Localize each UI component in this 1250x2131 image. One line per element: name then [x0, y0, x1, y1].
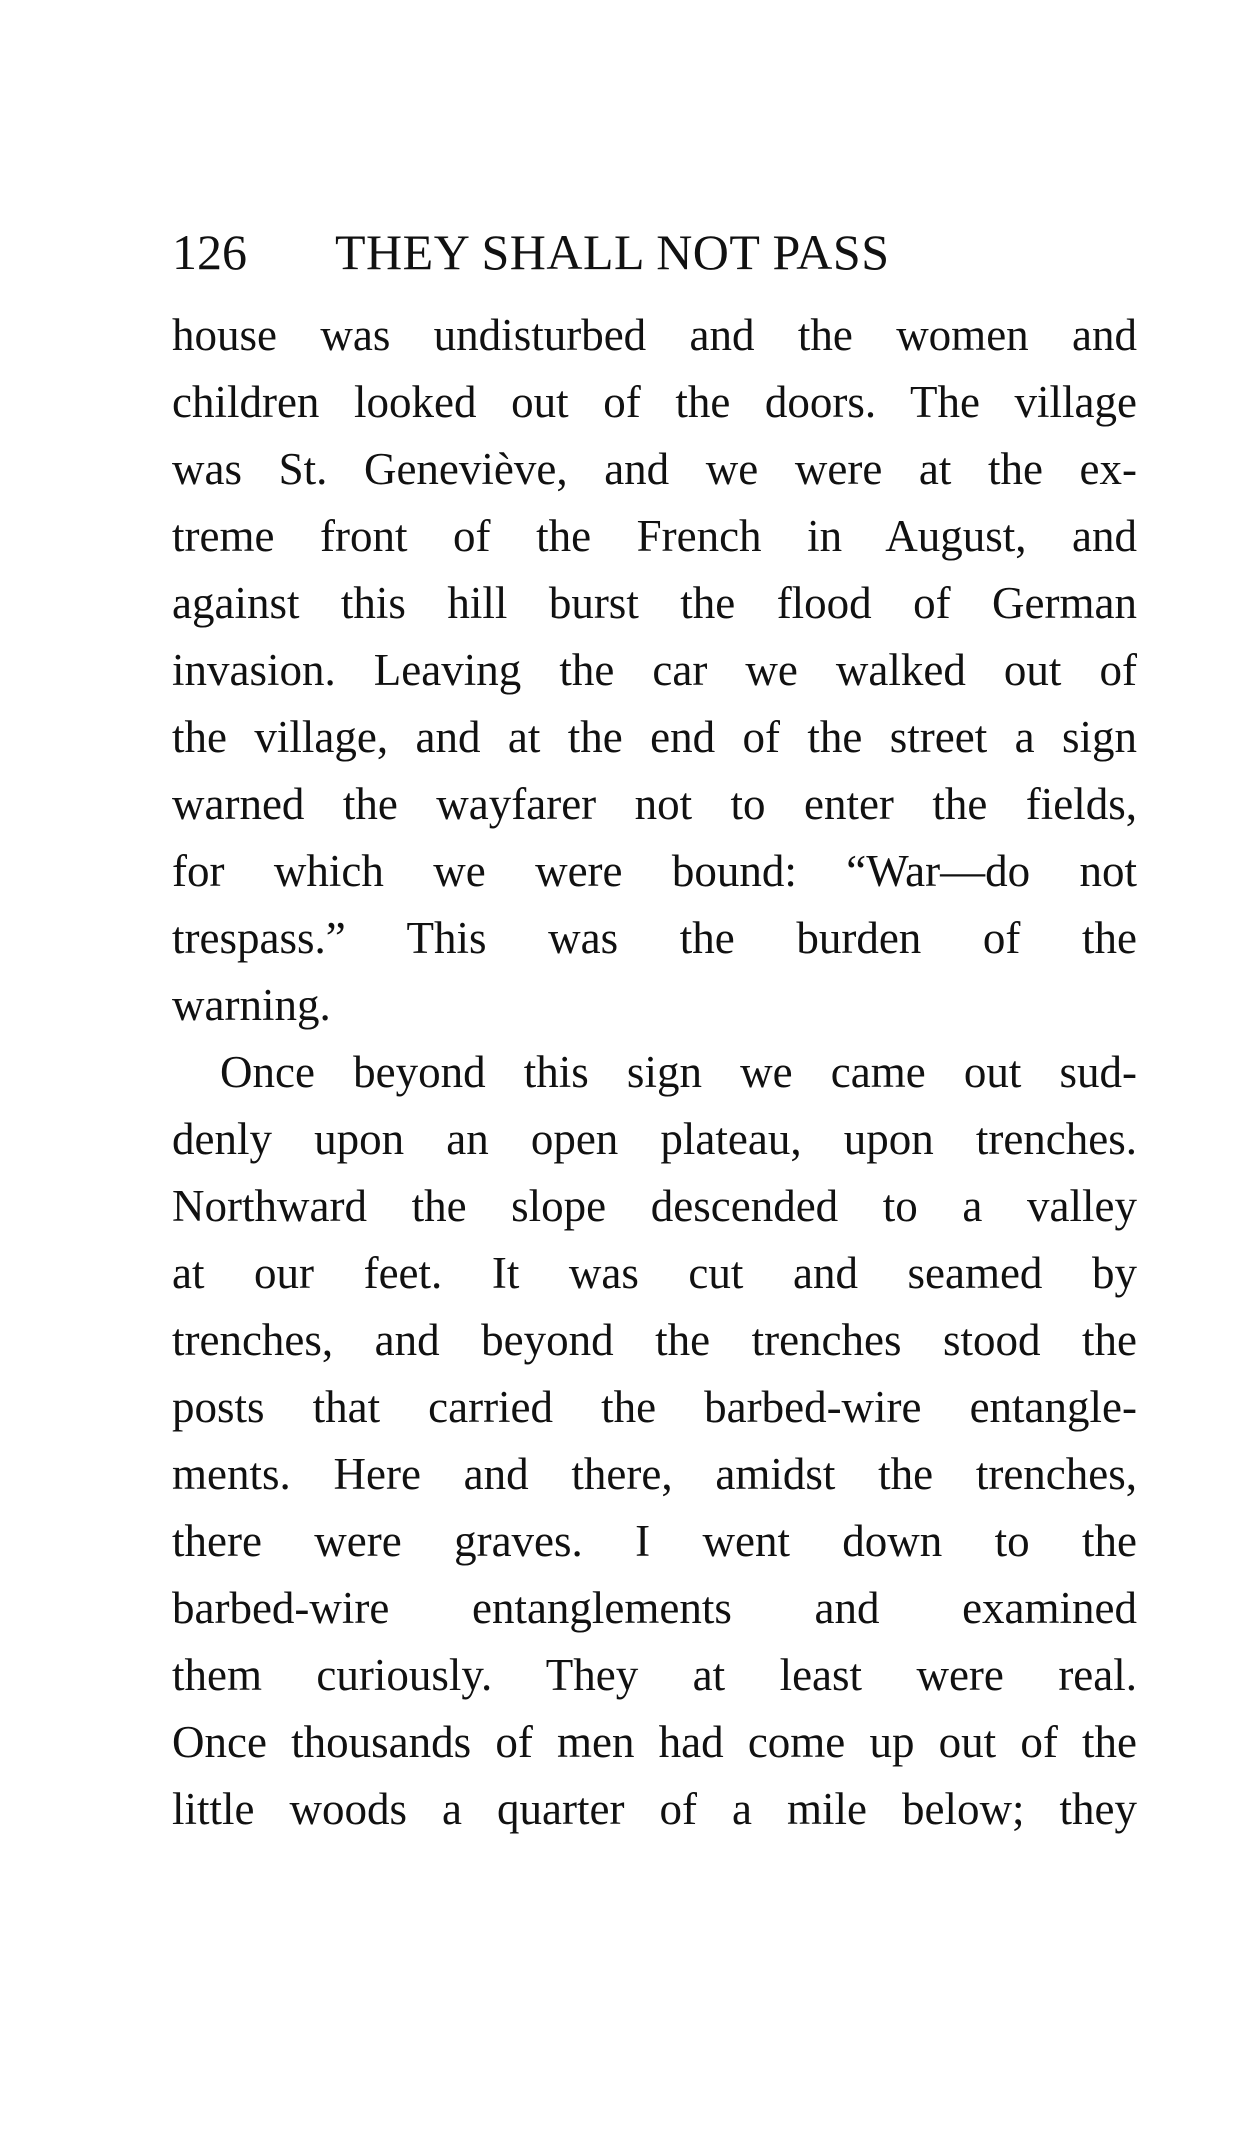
text-line: the village, and at the end of the street a sign: [172, 712, 1137, 762]
text-line: Once thousands of men had come up out of the: [172, 1717, 1137, 1767]
text-line: posts that carried the barbed-wire entangle-: [172, 1382, 1137, 1432]
running-head: [172, 222, 1132, 282]
text-line: house was undisturbed and the women and: [172, 310, 1137, 360]
text-line: little woods a quarter of a mile below; they: [172, 1784, 1137, 1834]
text-line: was St. Geneviève, and we were at the ex-: [172, 444, 1137, 494]
text-line: there were graves. I went down to the: [172, 1516, 1137, 1566]
text-line: Northward the slope descended to a valley: [172, 1181, 1137, 1231]
running-title: THEY SHALL NOT PASS: [335, 224, 890, 280]
paragraph-1: [172, 302, 1137, 1039]
text-line: trenches, and beyond the trenches stood the: [172, 1315, 1137, 1365]
text-line: treme front of the French in August, and: [172, 511, 1137, 561]
text-line: against this hill burst the flood of German: [172, 578, 1137, 628]
page-number: 126: [172, 224, 247, 280]
text-line: barbed-wire entanglements and examined: [172, 1583, 1137, 1633]
text-line: Once beyond this sign we came out sud-: [220, 1047, 1137, 1097]
text-line: warned the wayfarer not to enter the fields,: [172, 779, 1137, 829]
text-line: invasion. Leaving the car we walked out of: [172, 645, 1137, 695]
body-text: [172, 302, 1137, 1843]
text-line: for which we were bound: “War—do not: [172, 846, 1137, 896]
text-line: ments. Here and there, amidst the trenches,: [172, 1449, 1137, 1499]
text-line: trespass.” This was the burden of the: [172, 913, 1137, 963]
text-line: denly upon an open plateau, upon trenches.: [172, 1114, 1137, 1164]
text-line: them curiously. They at least were real.: [172, 1650, 1137, 1700]
text-line: warning.: [172, 980, 331, 1030]
text-line: children looked out of the doors. The village: [172, 377, 1137, 427]
paragraph-2: [172, 1039, 1137, 1843]
text-line: at our feet. It was cut and seamed by: [172, 1248, 1137, 1298]
